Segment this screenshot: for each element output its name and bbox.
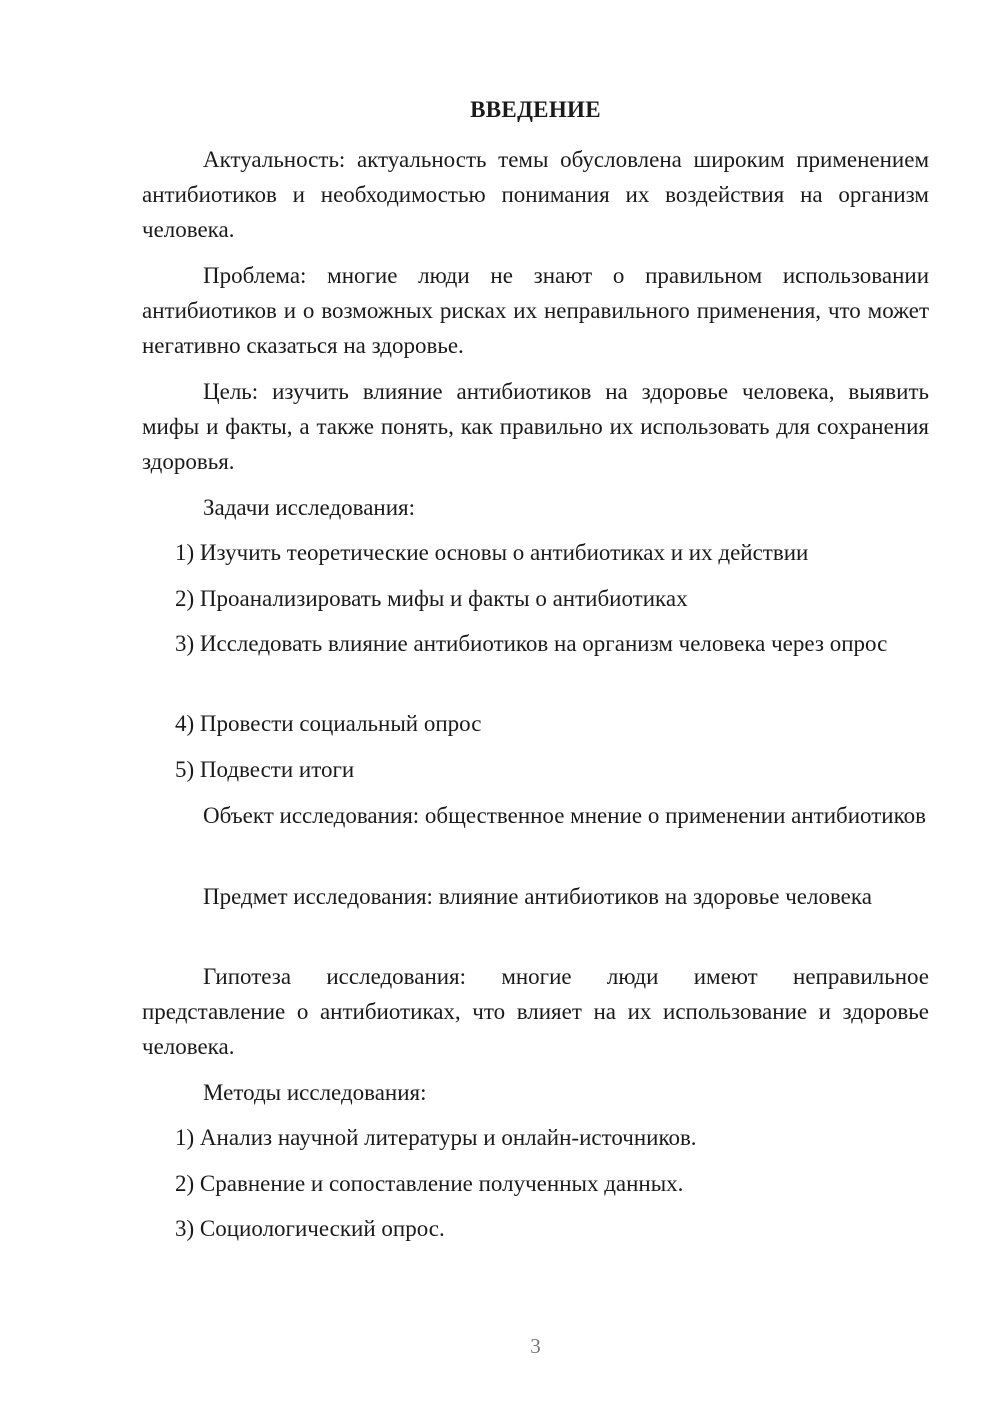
- task-item: 5) Подвести итоги: [175, 757, 355, 782]
- problem-paragraph: Проблема: многие люди не знают о правильном использовании антибиотиков и о возможных рисках их неправильного применения, что может негативно сказаться на здоровье.: [142, 263, 929, 358]
- methods-heading: Методы исследования:: [203, 1080, 427, 1105]
- task-item: 4) Провести социальный опрос: [175, 711, 482, 736]
- method-item: 3) Социологический опрос.: [175, 1216, 445, 1241]
- document-page: [142, 0, 929, 1414]
- tasks-heading: Задачи исследования:: [203, 495, 416, 520]
- page-number: 3: [530, 1334, 541, 1358]
- task-item: 2) Проанализировать мифы и факты о антибиотиках: [175, 586, 688, 611]
- relevance-paragraph: Актуальность: актуальность темы обусловлена широким применением антибиотиков и необходимостью понимания их воздействия на организм человека.: [142, 147, 929, 242]
- goal-paragraph: Цель: изучить влияние антибиотиков на здоровье человека, выявить мифы и факты, а также понять, как правильно их использовать для сохранения здоровья.: [142, 379, 929, 474]
- section-title: ВВЕДЕНИЕ: [470, 97, 601, 122]
- method-item: 1) Анализ научной литературы и онлайн-источников.: [175, 1125, 697, 1150]
- method-item: 2) Сравнение и сопоставление полученных данных.: [175, 1171, 684, 1196]
- hypothesis-paragraph: Гипотеза исследования: многие люди имеют неправильное представление о антибиотиках, что влияет на их использование и здоровье человека.: [142, 964, 929, 1059]
- object-paragraph: Объект исследования: общественное мнение о применении антибиотиков: [203, 803, 926, 828]
- subject-paragraph: Предмет исследования: влияние антибиотиков на здоровье человека: [203, 884, 872, 909]
- task-item: 3) Исследовать влияние антибиотиков на организм человека через опрос: [175, 631, 888, 656]
- task-item: 1) Изучить теоретические основы о антибиотиках и их действии: [175, 540, 809, 565]
